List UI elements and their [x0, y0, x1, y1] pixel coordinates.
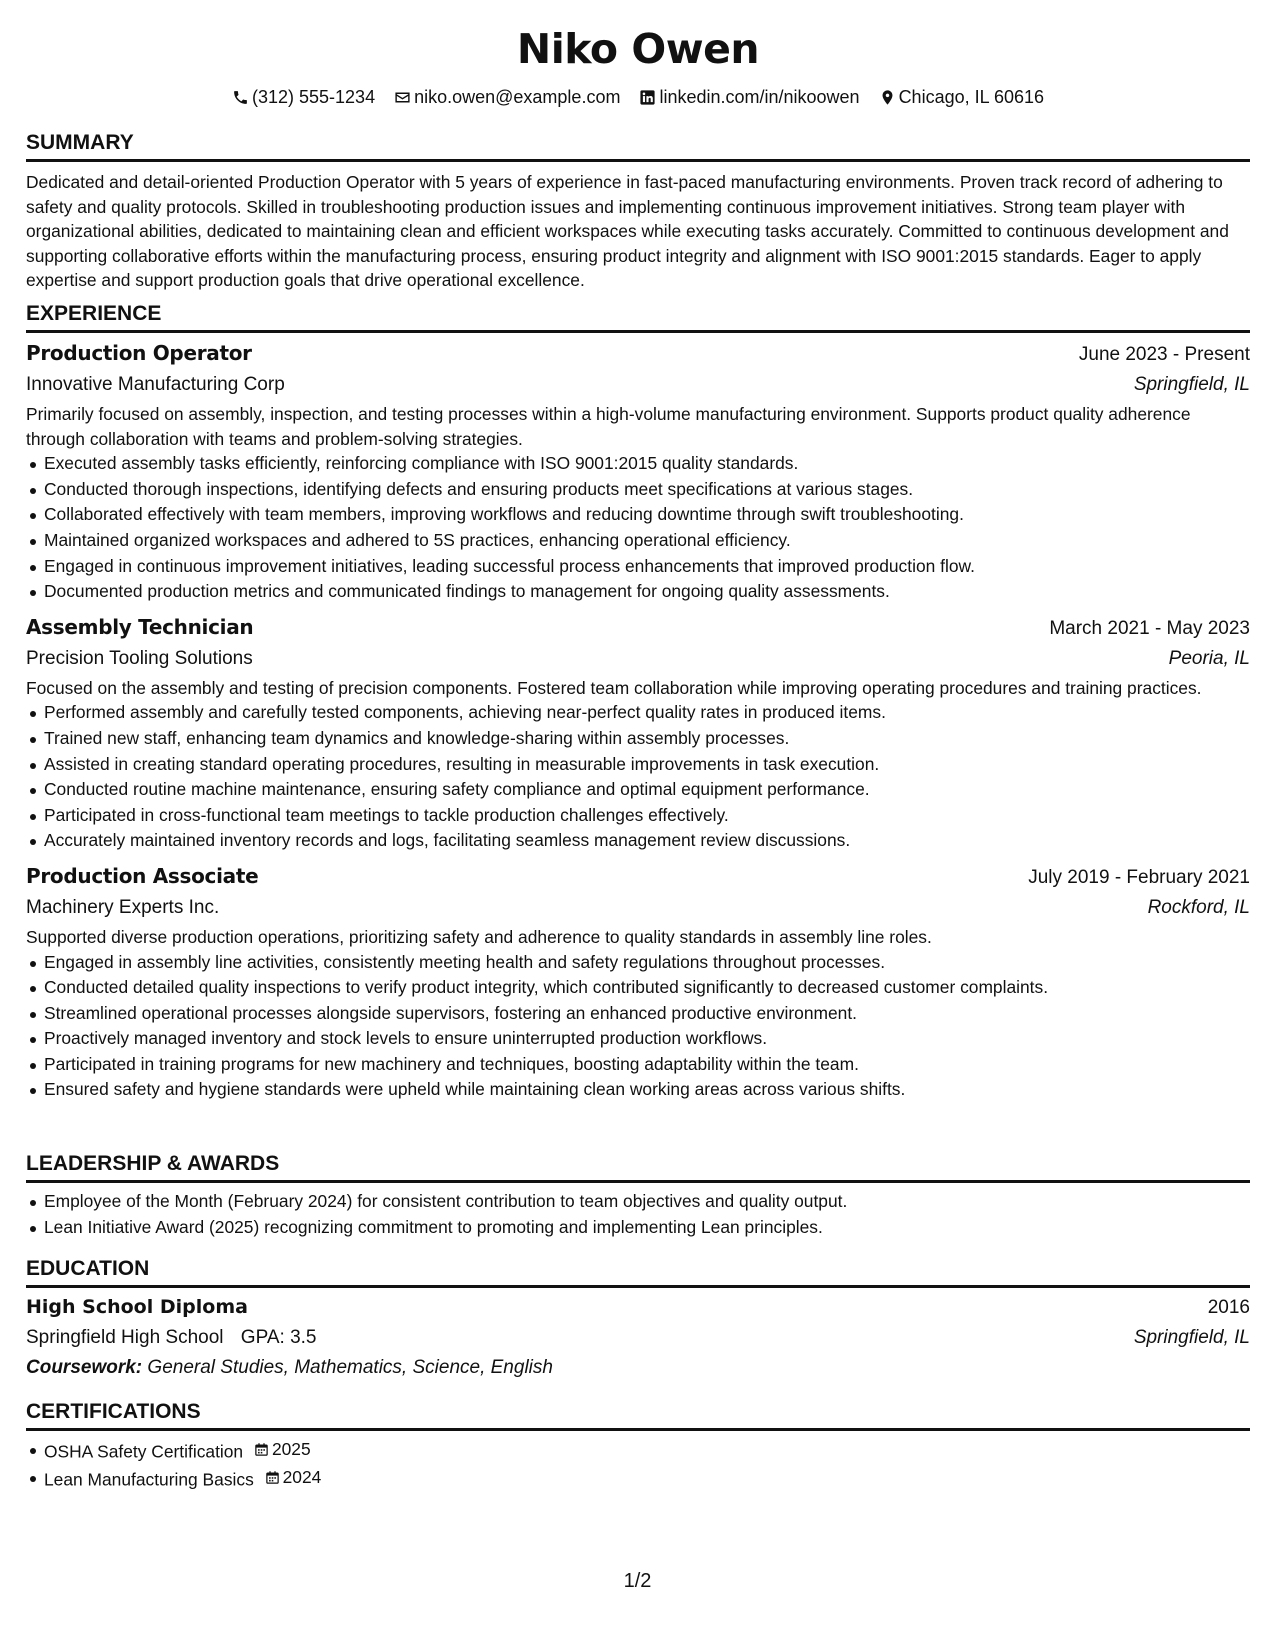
contact-location [879, 86, 1044, 108]
section-title-summary: SUMMARY [26, 131, 1250, 162]
education-entry [26, 1292, 1250, 1383]
certifications-section [26, 1400, 1250, 1493]
contact-bar [26, 86, 1250, 108]
list-item: Lean Initiative Award (2025) recognizing commitment to promoting and implementing Lean principles. [26, 1215, 1250, 1241]
list-item: Ensured safety and hygiene standards were upheld while maintaining clean working areas across various shifts. [26, 1077, 1250, 1103]
job-company: Machinery Experts Inc. [26, 896, 220, 918]
leadership-section [26, 1152, 1250, 1240]
job-entry [26, 861, 1250, 1103]
phone-icon [232, 89, 249, 106]
calendar-icon [265, 1470, 280, 1485]
education-subheader [26, 1323, 1250, 1353]
school-name: Springfield High School [26, 1327, 224, 1348]
list-item: Documented production metrics and communicated findings to management for ongoing quality assessments. [26, 579, 1250, 605]
list-item: Conducted detailed quality inspections to verify product integrity, which contributed significantly to decreased customer complaints. [26, 975, 1250, 1001]
experience-section [26, 302, 1250, 1103]
job-header [26, 612, 1250, 644]
coursework-label: Coursework: [26, 1357, 143, 1378]
job-title: Assembly Technician [26, 614, 254, 639]
list-item: Streamlined operational processes alongside supervisors, fostering an enhanced productive environment. [26, 1001, 1250, 1027]
contact-linkedin[interactable] [639, 86, 859, 108]
page-number: 1/2 [623, 1570, 652, 1592]
location-text: Chicago, IL 60616 [898, 87, 1045, 107]
section-title-certifications: CERTIFICATIONS [26, 1400, 1250, 1431]
job-description: Primarily focused on assembly, inspection, and testing processes within a high-volume manufacturing environment. Supports product quality adherence through collaboration with teams and problem-solving strategies. [26, 404, 1191, 449]
certification-year: 2024 [282, 1466, 322, 1487]
job-bullets [26, 700, 1250, 854]
job-title: Production Operator [26, 341, 252, 365]
list-item: Participated in training programs for new machinery and techniques, boosting adaptability within the team. [26, 1052, 1250, 1078]
job-description: Focused on the assembly and testing of precision components. Fostered team collaboration while improving operating procedures and training practices. [26, 677, 1202, 698]
contact-phone [232, 86, 375, 108]
job-company: Innovative Manufacturing Corp [26, 374, 285, 395]
section-title-education: EDUCATION [26, 1257, 1250, 1288]
map-marker-icon [879, 89, 896, 106]
list-item: Conducted thorough inspections, identifying defects and ensuring products meet specifications at various stages. [26, 477, 1250, 503]
email-link[interactable]: niko.owen@example.com [414, 87, 621, 107]
section-title-leadership: LEADERSHIP & AWARDS [26, 1152, 1250, 1183]
list-item [26, 1437, 1250, 1465]
coursework-line [26, 1353, 1250, 1383]
education-section [26, 1257, 1250, 1383]
job-company: Precision Tooling Solutions [26, 647, 253, 669]
degree-title: High School Diploma [26, 1296, 248, 1318]
job-header [26, 861, 1250, 893]
awards-list [26, 1189, 1250, 1240]
job-location: Peoria, IL [1168, 647, 1250, 669]
certifications-list [26, 1437, 1250, 1493]
job-location: Rockford, IL [1147, 896, 1250, 918]
job-subheader [26, 893, 1250, 923]
certification-year: 2025 [271, 1439, 311, 1459]
job-subheader [26, 644, 1250, 674]
list-item: Maintained organized workspaces and adhered to 5S practices, enhancing operational efficiency. [26, 528, 1250, 554]
school-location: Springfield, IL [1133, 1327, 1250, 1348]
certification-name: Lean Manufacturing Basics [44, 1469, 254, 1490]
list-item: Executed assembly tasks efficiently, reinforcing compliance with ISO 9001:2015 quality standards. [26, 451, 1250, 477]
list-item: Assisted in creating standard operating procedures, resulting in measurable improvements in task execution. [26, 752, 1250, 778]
candidate-name: Niko Owen [516, 25, 760, 73]
list-item: Collaborated effectively with team members, improving workflows and reducing downtime through swift troubleshooting. [26, 502, 1250, 528]
job-entry [26, 612, 1250, 854]
job-bullets [26, 950, 1250, 1104]
calendar-icon [254, 1442, 269, 1457]
certification-date [254, 1437, 311, 1463]
phone-text: (312) 555-1234 [251, 87, 376, 107]
job-header [26, 338, 1250, 370]
section-title-experience: EXPERIENCE [26, 302, 1250, 333]
graduation-year: 2016 [1207, 1297, 1250, 1318]
list-item [26, 1465, 1250, 1493]
coursework-text: General Studies, Mathematics, Science, English [147, 1357, 553, 1378]
linkedin-icon [639, 89, 656, 106]
list-item: Conducted routine machine maintenance, ensuring safety compliance and optimal equipment performance. [26, 777, 1250, 803]
list-item: Employee of the Month (February 2024) for consistent contribution to team objectives and quality output. [26, 1189, 1250, 1215]
education-header [26, 1292, 1250, 1323]
envelope-icon [394, 89, 411, 106]
list-item: Participated in cross-functional team meetings to tackle production challenges effectively. [26, 803, 1250, 829]
linkedin-link[interactable]: linkedin.com/in/nikoowen [659, 87, 860, 107]
list-item: Engaged in assembly line activities, consistently meeting health and safety regulations throughout processes. [26, 950, 1250, 976]
job-bullets [26, 451, 1250, 605]
resume-page [26, 0, 1250, 1490]
summary-section [26, 131, 1250, 293]
list-item: Trained new staff, enhancing team dynamics and knowledge-sharing within assembly processes. [26, 726, 1250, 752]
certification-date [265, 1465, 322, 1491]
school-info [26, 1323, 316, 1353]
gpa-text: GPA: 3.5 [240, 1327, 317, 1348]
list-item: Engaged in continuous improvement initiatives, leading successful process enhancements that improved production flow. [26, 554, 1250, 580]
job-dates: June 2023 - Present [1078, 344, 1250, 365]
job-dates: July 2019 - February 2021 [1028, 866, 1250, 888]
job-description: Supported diverse production operations, prioritizing safety and adherence to quality standards in assembly line roles. [26, 926, 932, 947]
certification-name: OSHA Safety Certification [44, 1441, 244, 1462]
job-title: Production Associate [26, 863, 259, 888]
job-entry [26, 338, 1250, 605]
job-location: Springfield, IL [1133, 374, 1250, 395]
summary-text: Dedicated and detail-oriented Production Operator with 5 years of experience in fast-paced manufacturing environments. Proven track record of adhering to safety and quality protocols. Skilled in troubleshooting production issues and implementing continuous improvement initiatives. Strong team player with organizational abilities, dedicated to maintaining clean and efficient workspaces while executing tasks accurately. Committed to continuous development and supporting collaborative efforts within the manufacturing process, ensuring product integrity and alignment with ISO 9001:2015 standards. Eager to apply expertise and support production goals that drive operational excellence. [26, 172, 1229, 291]
list-item: Performed assembly and carefully tested components, achieving near-perfect quality rates in produced items. [26, 700, 1250, 726]
job-subheader [26, 370, 1250, 400]
contact-email[interactable] [394, 86, 620, 108]
list-item: Proactively managed inventory and stock levels to ensure uninterrupted production workflows. [26, 1026, 1250, 1052]
job-dates: March 2021 - May 2023 [1049, 617, 1250, 639]
list-item: Accurately maintained inventory records and logs, facilitating seamless management review discussions. [26, 828, 1250, 854]
